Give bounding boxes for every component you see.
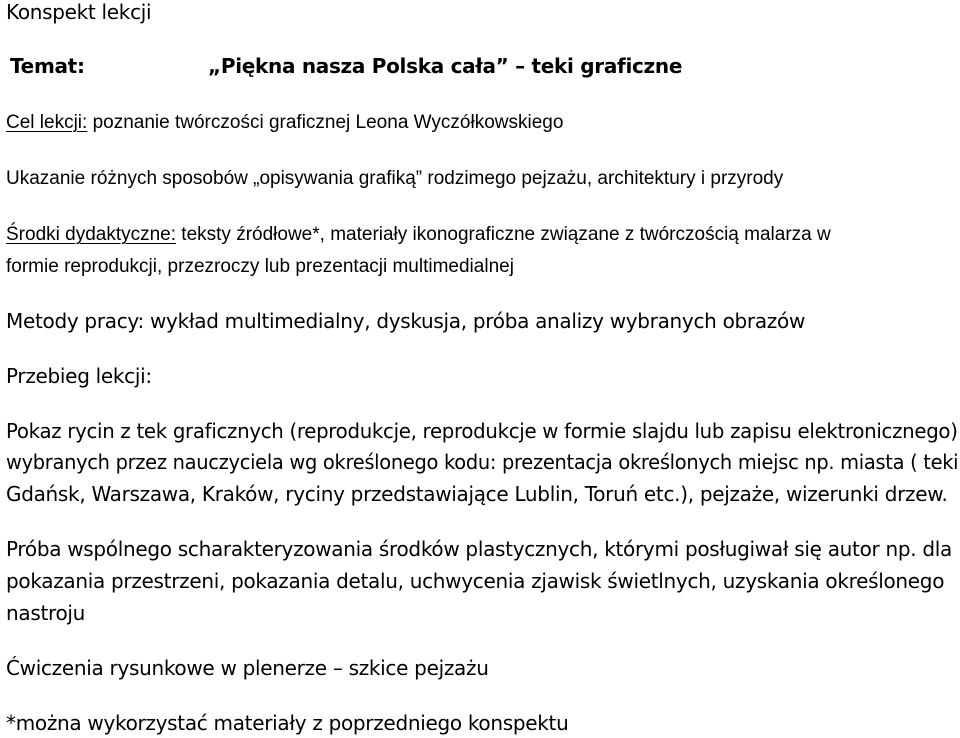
didactic-means-line-2: formie reprodukcji, przezroczy lub prezentacji multimedialnej	[6, 256, 514, 277]
pokaz-line-1: Pokaz rycin z tek graficznych (reprodukcje, reprodukcje w formie slajdu lub zapisu elektronicznego)	[6, 419, 958, 443]
topic-label: Temat:	[10, 54, 85, 78]
didactic-means-text: teksty źródłowe*, materiały ikonograficzne związane z twórczością malarza w	[176, 224, 831, 245]
lesson-goal	[6, 112, 563, 134]
proba-line-3: nastroju	[6, 601, 86, 625]
lesson-course-label: Przebieg lekcji:	[6, 364, 152, 388]
footnote: *można wykorzystać materiały z poprzedniego konspektu	[6, 711, 569, 735]
pokaz-line-2: wybranych przez nauczyciela wg określonego kodu: prezentacja określonych miejsc np. miasta ( teki	[6, 450, 959, 474]
document-title: Konspekt lekcji	[6, 0, 152, 24]
presentation-goal: Ukazanie różnych sposobów „opisywania grafiką” rodzimego pejzażu, architektury i przyrody	[6, 168, 784, 189]
didactic-means-line-1	[6, 224, 831, 246]
lesson-goal-label: Cel lekcji:	[6, 112, 88, 133]
didactic-means-label: Środki dydaktyczne:	[6, 224, 177, 245]
pokaz-line-3: Gdańsk, Warszawa, Kraków, ryciny przedstawiające Lublin, Toruń etc.), pejzaże, wizerunki drzew.	[6, 482, 948, 506]
topic-value: „Piękna nasza Polska cała” – teki graficzne	[208, 54, 683, 78]
drawing-exercises: Ćwiczenia rysunkowe w plenerze – szkice pejzażu	[6, 656, 489, 680]
work-methods: Metody pracy: wykład multimedialny, dyskusja, próba analizy wybranych obrazów	[6, 309, 806, 333]
proba-line-2: pokazania przestrzeni, pokazania detalu, uchwycenia zjawisk świetlnych, uzyskania określonego	[6, 569, 945, 593]
lesson-goal-text: poznanie twórczości graficznej Leona Wyczółkowskiego	[87, 112, 564, 133]
proba-line-1: Próba wspólnego scharakteryzowania środków plastycznych, którymi posługiwał się autor np. dla	[6, 537, 952, 561]
